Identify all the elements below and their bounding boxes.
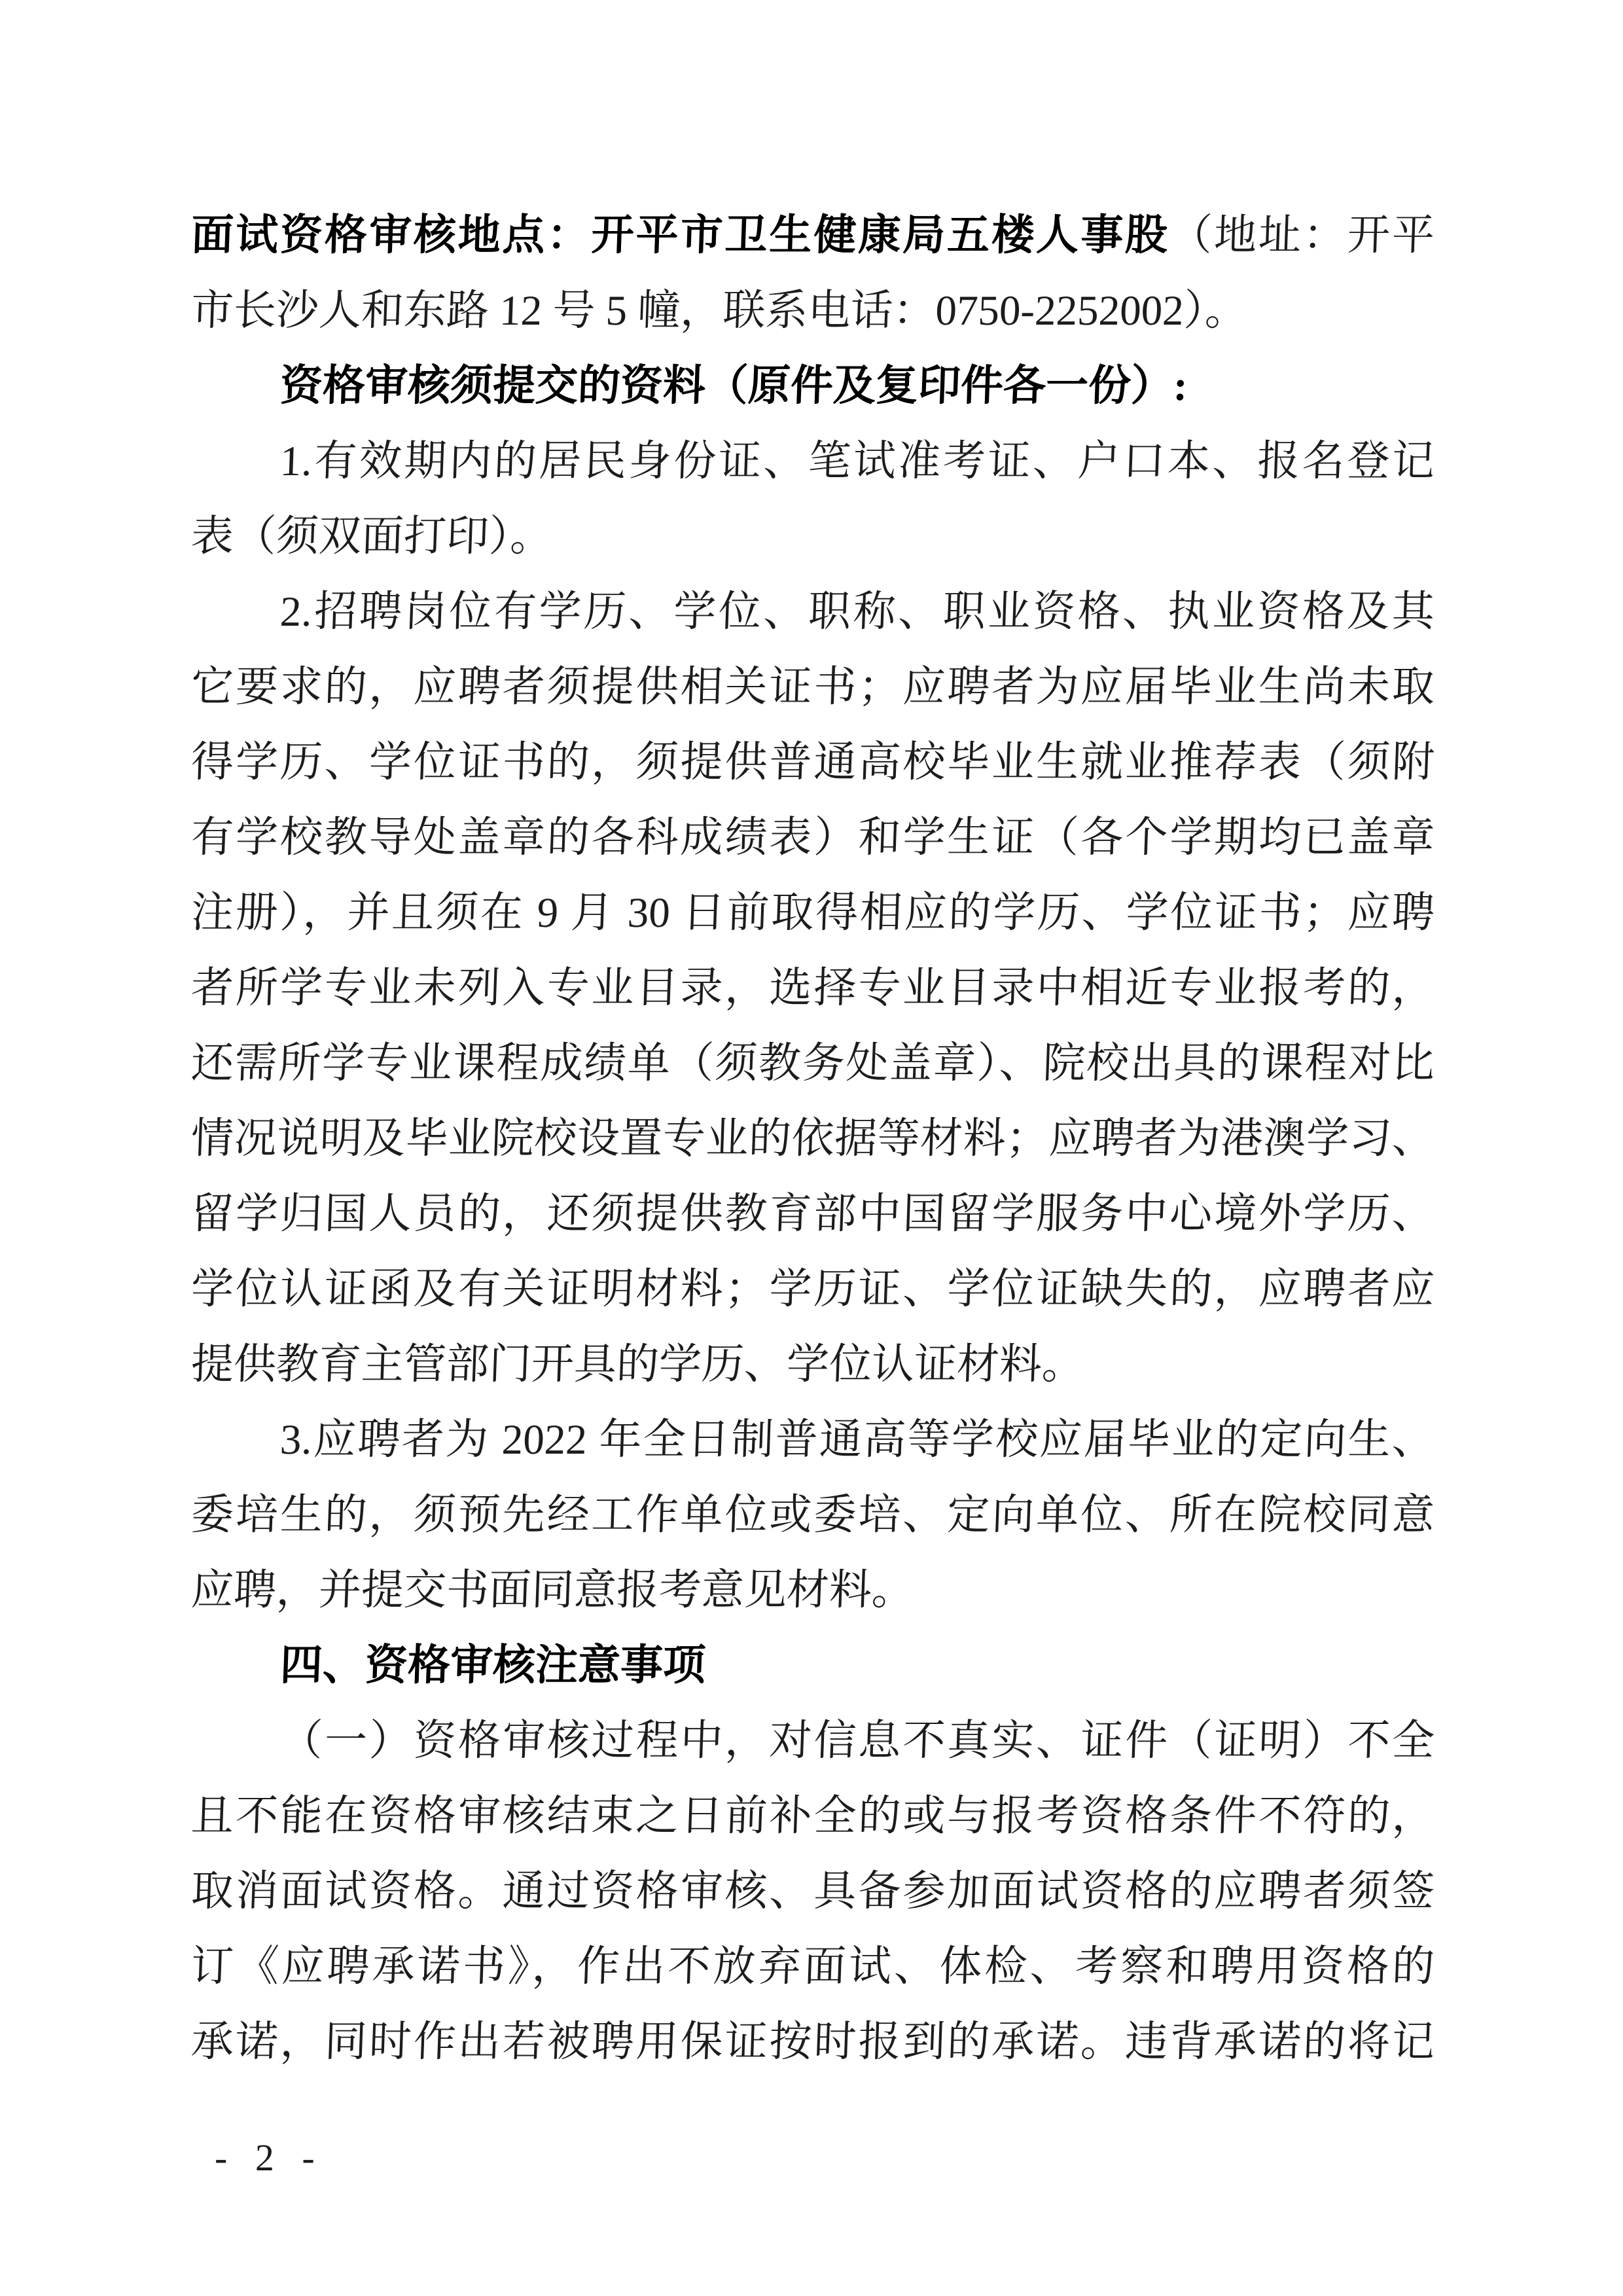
text-line bbox=[190, 1403, 1436, 1478]
text-line bbox=[190, 1177, 1436, 1252]
bold-text-segment: 四、资格审核注意事项 bbox=[279, 1642, 707, 1689]
text-line bbox=[190, 2005, 1436, 2080]
bold-text-segment: 资格审核须提交的资料（原件及复印件各一份）: bbox=[279, 363, 1188, 410]
text-line bbox=[190, 1553, 1436, 1628]
text-segment: 承诺，同时作出若被聘用保证按时报到的承诺。违背承诺的将记 bbox=[190, 2018, 1436, 2066]
text-segment: 学位认证函及有关证明材料；学历证、学位证缺失的，应聘者应 bbox=[190, 1266, 1436, 1313]
text-segment: 表（须双面打印）。 bbox=[190, 513, 554, 560]
text-line bbox=[190, 198, 1436, 274]
text-line bbox=[190, 1252, 1436, 1327]
text-line bbox=[190, 650, 1436, 725]
text-segment: 它要求的，应聘者须提供相关证书；应聘者为应届毕业生尚未取 bbox=[190, 664, 1436, 711]
text-segment: 注册），并且须在 9 月 30 日前取得相应的学历、学位证书；应聘 bbox=[190, 889, 1436, 937]
bold-text-segment: 面试资格审核地点：开平市卫生健康局五楼人事股 bbox=[190, 212, 1171, 259]
text-line bbox=[190, 951, 1436, 1026]
text-segment: 提供教育主管部门开具的学历、学位认证材料。 bbox=[190, 1341, 1086, 1388]
text-segment: 3.应聘者为 2022 年全日制普通高等学校应届毕业的定向生、 bbox=[279, 1416, 1436, 1463]
text-line bbox=[190, 800, 1436, 876]
text-line bbox=[190, 1102, 1436, 1177]
text-segment: （地址：开平 bbox=[1168, 212, 1436, 259]
document-body-text bbox=[190, 198, 1436, 2080]
text-segment: 取消面试资格。通过资格审核、具备参加面试资格的应聘者须签 bbox=[190, 1868, 1436, 1915]
text-segment: 留学归国人员的，还须提供教育部中国留学服务中心境外学历、 bbox=[190, 1191, 1436, 1238]
text-line bbox=[190, 1704, 1436, 1779]
text-segment: （一）资格审核过程中，对信息不真实、证件（证明）不全 bbox=[279, 1717, 1436, 1765]
text-line bbox=[190, 1854, 1436, 1929]
text-line bbox=[190, 1628, 1436, 1704]
text-segment: 市长沙人和东路 12 号 5 幢，联系电话：0750-2252002）。 bbox=[190, 287, 1249, 334]
page-number: - 2 - bbox=[215, 2136, 324, 2179]
text-segment: 情况说明及毕业院校设置专业的依据等材料；应聘者为港澳学习、 bbox=[190, 1115, 1436, 1162]
text-line bbox=[190, 725, 1436, 800]
text-line bbox=[190, 274, 1436, 349]
text-segment: 1.有效期内的居民身份证、笔试准考证、户口本、报名登记 bbox=[279, 438, 1436, 485]
text-line bbox=[190, 1478, 1436, 1553]
text-segment: 委培生的，须预先经工作单位或委培、定向单位、所在院校同意 bbox=[190, 1492, 1436, 1539]
text-line bbox=[190, 1327, 1436, 1403]
text-line bbox=[190, 1929, 1436, 2005]
text-line bbox=[190, 1779, 1436, 1854]
text-segment: 有学校教导处盖章的各科成绩表）和学生证（各个学期均已盖章 bbox=[190, 814, 1436, 861]
text-segment: 且不能在资格审核结束之日前补全的或与报考资格条件不符的， bbox=[190, 1793, 1436, 1840]
text-line bbox=[190, 876, 1436, 951]
text-segment: 还需所学专业课程成绩单（须教务处盖章）、院校出具的课程对比 bbox=[190, 1040, 1436, 1087]
text-line bbox=[190, 1026, 1436, 1102]
text-segment: 2.招聘岗位有学历、学位、职称、职业资格、执业资格及其 bbox=[279, 588, 1436, 636]
text-segment: 者所学专业未列入专业目录，选择专业目录中相近专业报考的， bbox=[190, 965, 1436, 1012]
text-line bbox=[190, 349, 1436, 424]
text-segment: 得学历、学位证书的，须提供普通高校毕业生就业推荐表（须附 bbox=[190, 739, 1436, 786]
text-line bbox=[190, 575, 1436, 650]
text-segment: 订《应聘承诺书》，作出不放弃面试、体检、考察和聘用资格的 bbox=[190, 1943, 1436, 1990]
text-segment: 应聘，并提交书面同意报考意见材料。 bbox=[190, 1567, 916, 1614]
text-line bbox=[190, 424, 1436, 499]
text-line bbox=[190, 499, 1436, 575]
